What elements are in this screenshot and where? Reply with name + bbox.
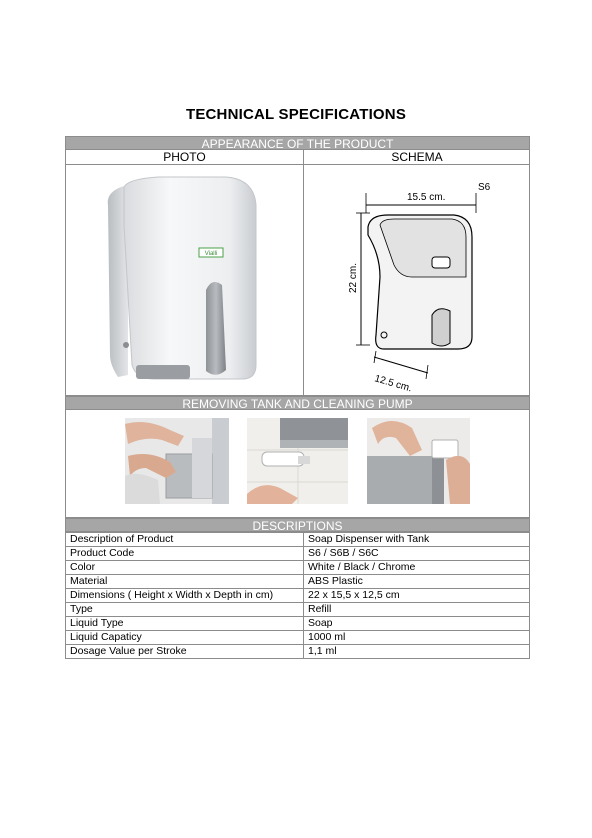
spec-label: Dosage Value per Stroke bbox=[66, 645, 304, 659]
cleaning-photos bbox=[66, 410, 529, 516]
photo-header: PHOTO bbox=[66, 150, 304, 164]
table-row bbox=[66, 533, 530, 547]
cleaning-photo-3 bbox=[367, 418, 470, 504]
product-photo-cell bbox=[66, 165, 304, 395]
dispenser-body bbox=[124, 177, 256, 379]
dispenser-bottom-tray bbox=[136, 365, 190, 379]
page-title: TECHNICAL SPECIFICATIONS bbox=[185, 106, 407, 123]
table-row bbox=[66, 631, 530, 645]
spec-value: 22 x 15,5 x 12,5 cm bbox=[304, 589, 530, 603]
table-row bbox=[66, 547, 530, 561]
spec-label: Liquid Type bbox=[66, 617, 304, 631]
cleaning-photos-row bbox=[65, 410, 530, 518]
spec-label: Product Code bbox=[66, 547, 304, 561]
table-row bbox=[66, 561, 530, 575]
spec-value: Soap Dispenser with Tank bbox=[304, 533, 530, 547]
schema-drawing bbox=[304, 165, 530, 395]
schema-push-button bbox=[432, 309, 450, 346]
schema-model-label: S6 bbox=[478, 182, 491, 193]
appearance-column-headers bbox=[65, 150, 530, 164]
spec-label: Description of Product bbox=[66, 533, 304, 547]
spec-label: Material bbox=[66, 575, 304, 589]
vialli-logo-text: Vialli bbox=[204, 251, 218, 257]
specs-table bbox=[65, 532, 530, 659]
table-row bbox=[66, 617, 530, 631]
descriptions-band: DESCRIPTIONS bbox=[65, 518, 530, 532]
spec-value: S6 / S6B / S6C bbox=[304, 547, 530, 561]
cleaning-photo-2 bbox=[247, 418, 348, 504]
spec-value: 1000 ml bbox=[304, 631, 530, 645]
table-row bbox=[66, 645, 530, 659]
schema-window bbox=[432, 257, 450, 268]
spec-label: Type bbox=[66, 603, 304, 617]
table-row bbox=[66, 589, 530, 603]
schema-height-label: 22 cm. bbox=[348, 262, 359, 293]
spec-value: ABS Plastic bbox=[304, 575, 530, 589]
schema-header: SCHEMA bbox=[391, 150, 443, 164]
spec-value: White / Black / Chrome bbox=[304, 561, 530, 575]
spec-label: Liquid Capaticy bbox=[66, 631, 304, 645]
spec-sheet bbox=[65, 136, 530, 659]
spec-label: Dimensions ( Height x Width x Depth in cm) bbox=[66, 589, 304, 603]
spec-label: Color bbox=[66, 561, 304, 575]
table-row bbox=[66, 603, 530, 617]
schema-cell bbox=[304, 165, 530, 395]
schema-depth-label: 12.5 cm. bbox=[373, 373, 414, 395]
spec-value: 1,1 ml bbox=[304, 645, 530, 659]
cleaning-photo-1 bbox=[125, 418, 229, 504]
appearance-band: APPEARANCE OF THE PRODUCT bbox=[65, 136, 530, 150]
schema-width-label: 15.5 cm. bbox=[407, 192, 446, 203]
appearance-row bbox=[65, 164, 530, 396]
cleaning-band: REMOVING TANK AND CLEANING PUMP bbox=[65, 396, 530, 410]
spec-value: Refill bbox=[304, 603, 530, 617]
spec-value: Soap bbox=[304, 617, 530, 631]
product-photo bbox=[66, 165, 303, 395]
lock-icon bbox=[123, 342, 129, 348]
table-row bbox=[66, 575, 530, 589]
